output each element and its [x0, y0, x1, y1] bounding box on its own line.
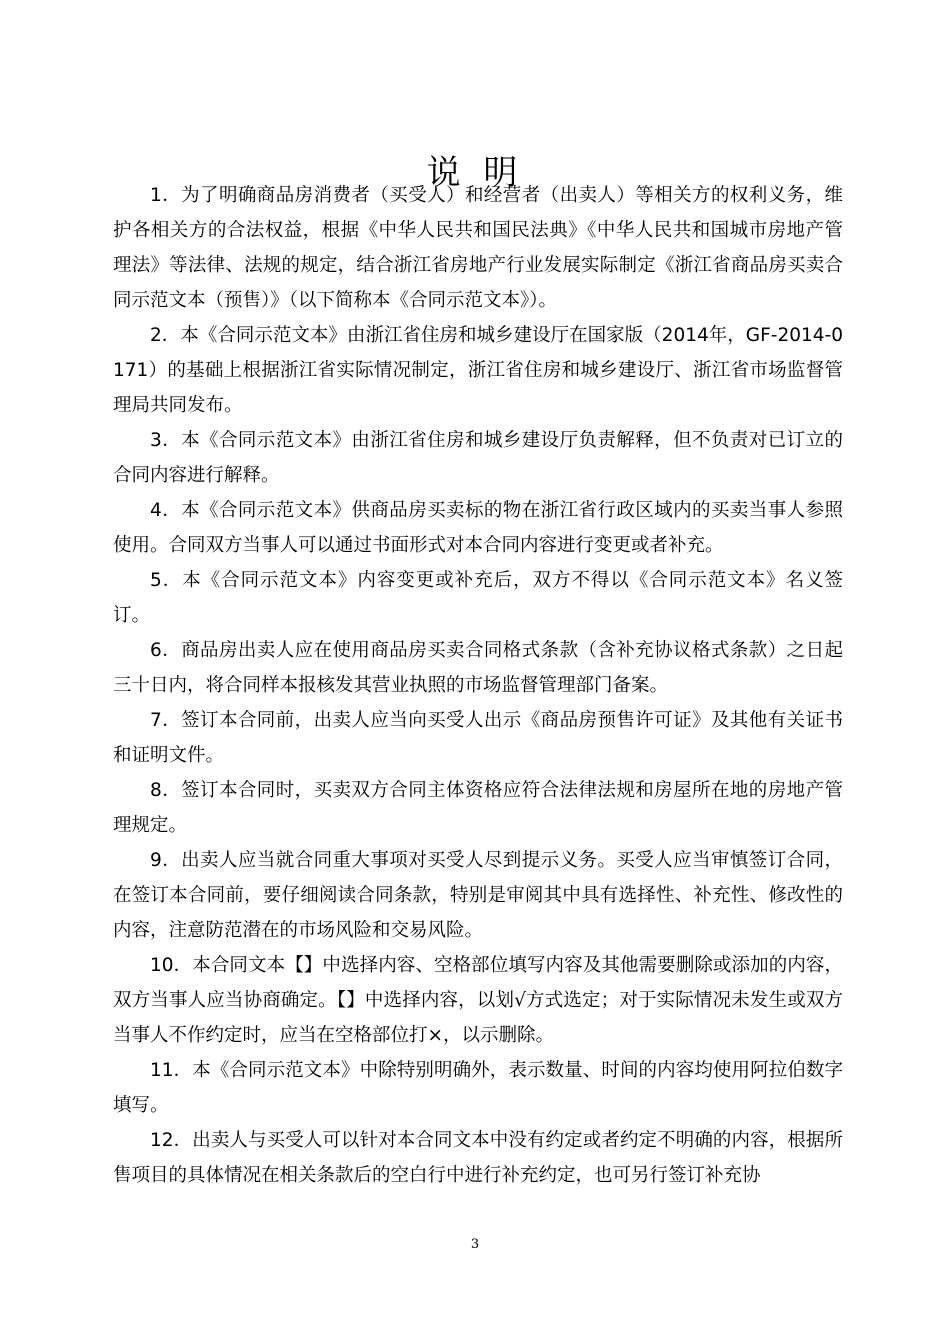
- paragraph-4: 4．本《合同示范文本》供商品房买卖标的物在浙江省行政区域内的买卖当事人参照使用。合同双方当事人可以通过书面形式对本合同内容进行变更或者补充。: [113, 500, 843, 556]
- paragraph-7: 7．签订本合同前，出卖人应当向买受人出示《商品房预售许可证》及其他有关证书和证明文件。: [113, 710, 843, 766]
- paragraph-6: 6．商品房出卖人应在使用商品房买卖合同格式条款（含补充协议格式条款）之日起三十日内，将合同样本报核发其营业执照的市场监督管理部门备案。: [113, 640, 843, 696]
- paragraph-11: 11．本《合同示范文本》中除特别明确外，表示数量、时间的内容均使用阿拉伯数字填写。: [113, 1060, 843, 1116]
- paragraph-10: 10．本合同文本【】中选择内容、空格部位填写内容及其他需要删除或添加的内容，双方当事人应当协商确定。【】中选择内容，以划√方式选定；对于实际情况未发生或双方当事人不作约定时，应当在空格部位打×，以示删除。: [113, 955, 843, 1046]
- paragraph-5: 5．本《合同示范文本》内容变更或补充后，双方不得以《合同示范文本》名义签订。: [113, 570, 843, 626]
- paragraph-9: 9．出卖人应当就合同重大事项对买受人尽到提示义务。买受人应当审慎签订合同，在签订本合同前，要仔细阅读合同条款，特别是审阅其中具有选择性、补充性、修改性的内容，注意防范潜在的市场风险和交易风险。: [113, 850, 843, 941]
- paragraph-1: 1．为了明确商品房消费者（买受人）和经营者（出卖人）等相关方的权利义务，维护各相关方的合法权益，根据《中华人民共和国民法典》《中华人民共和国城市房地产管理法》等法律、法规的规定，结合浙江省房地产行业发展实际制定《浙江省商品房买卖合同示范文本（预售）》（以下简称本《合同示范文本》）。: [113, 185, 843, 311]
- paragraph-3: 3．本《合同示范文本》由浙江省住房和城乡建设厅负责解释，但不负责对已订立的合同内容进行解释。: [113, 430, 843, 486]
- page-number: 3: [470, 1237, 480, 1252]
- paragraph-2: 2．本《合同示范文本》由浙江省住房和城乡建设厅在国家版（2014年，GF-2014-0171）的基础上根据浙江省实际情况制定，浙江省住房和城乡建设厅、浙江省市场监督管理局共同发布。: [113, 325, 843, 416]
- paragraph-8: 8．签订本合同时，买卖双方合同主体资格应符合法律法规和房屋所在地的房地产管理规定。: [113, 780, 843, 836]
- paragraph-12: 12．出卖人与买受人可以针对本合同文本中没有约定或者约定不明确的内容，根据所售项目的具体情况在相关条款后的空白行中进行补充约定，也可另行签订补充协: [113, 1130, 843, 1186]
- page-title: 说 明: [426, 152, 524, 193]
- instructions-body: [113, 178, 843, 1193]
